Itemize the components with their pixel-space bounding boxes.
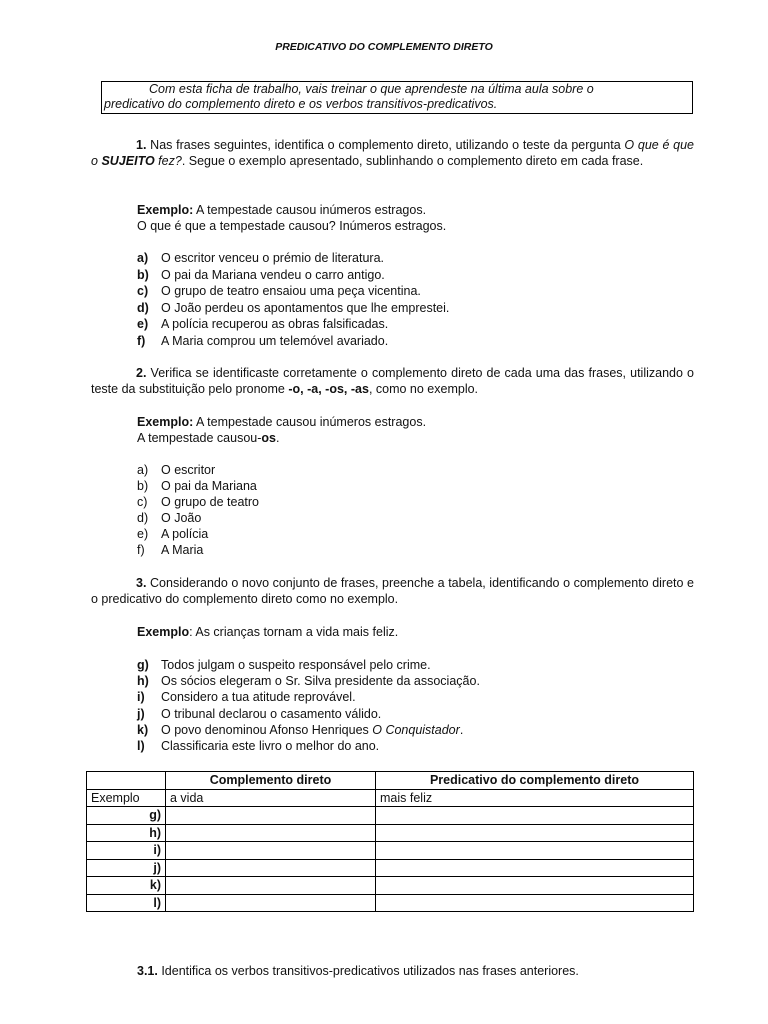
table-cell-input[interactable] (166, 877, 376, 895)
question-3-1-instruction: 3.1. Identifica os verbos transitivos-predicativos utilizados nas frases anteriores. (137, 964, 579, 978)
question-1-example-answer: O que é que a tempestade causou? Inúmeros estragos. (137, 219, 447, 233)
table-row (87, 824, 694, 842)
question-2-example-answer: A tempestade causou-os. (137, 431, 280, 445)
list-item: e) A polícia recuperou as obras falsificadas. (137, 317, 389, 331)
table-row (87, 807, 694, 825)
list-item: c) O grupo de teatro ensaiou uma peça vicentina. (137, 284, 421, 298)
table-row-label: k) (87, 877, 166, 895)
table-cell-input[interactable] (166, 842, 376, 860)
table-row-label: j) (87, 859, 166, 877)
list-item: a) O escritor (137, 463, 216, 477)
list-item: g) Todos julgam o suspeito responsável pelo crime. (137, 658, 431, 672)
list-item: b) O pai da Mariana vendeu o carro antigo. (137, 267, 385, 282)
list-item: d) O João (137, 511, 202, 525)
table-header-cell: Predicativo do complemento direto (376, 772, 694, 790)
question-3-instruction: 3. Considerando o novo conjunto de frases, preenche a tabela, identificando o complemento direto e o predicativo do complemento direto como no exemplo. (91, 576, 694, 607)
table-row-label: i) (87, 842, 166, 860)
table-cell-input[interactable] (376, 807, 694, 825)
table-cell: mais feliz (376, 789, 694, 807)
list-item: l) Classificaria este livro o melhor do ano. (137, 739, 380, 753)
intro-box (101, 81, 693, 114)
list-item: c) O grupo de teatro (137, 495, 259, 509)
table-cell-input[interactable] (166, 824, 376, 842)
intro-line-1: Com esta ficha de trabalho, vais treinar o que aprendeste na última aula sobre o (149, 82, 594, 96)
list-item: j) O tribunal declarou o casamento válido. (137, 706, 382, 721)
list-item: a) O escritor venceu o prémio de literatura. (137, 251, 385, 265)
table-cell-input[interactable] (166, 859, 376, 877)
table-row (87, 859, 694, 877)
table-cell-input[interactable] (376, 859, 694, 877)
question-2-number: 2. (136, 366, 147, 380)
table-cell-input[interactable] (376, 824, 694, 842)
table-cell-input[interactable] (166, 894, 376, 912)
table-row-label: g) (87, 807, 166, 825)
answer-table (86, 771, 694, 912)
list-item: f) A Maria comprou um telemóvel avariado. (137, 333, 389, 348)
table-header-cell (87, 772, 166, 790)
list-item: i) Considero a tua atitude reprovável. (137, 690, 356, 705)
list-item: f) A Maria (137, 543, 204, 557)
table-cell-input[interactable] (376, 877, 694, 895)
question-1-example: Exemplo: A tempestade causou inúmeros estragos. (137, 203, 427, 217)
table-cell: a vida (166, 789, 376, 807)
list-item: k) O povo denominou Afonso Henriques O Conquistador. (137, 722, 464, 737)
table-row (87, 842, 694, 860)
question-1-number: 1. (136, 138, 147, 152)
intro-line-2: predicativo do complemento direto e os verbos transitivos-predicativos. (104, 97, 498, 111)
table-cell: Exemplo (87, 789, 166, 807)
table-cell-input[interactable] (166, 807, 376, 825)
question-1-instruction: 1. Nas frases seguintes, identifica o complemento direto, utilizando o teste da pergunta O que é que o SUJEITO fez?. Segue o exemplo apresentado, sublinhando o complemento direto em cada frase. (91, 138, 694, 169)
table-row (87, 877, 694, 895)
page-title: PREDICATIVO DO COMPLEMENTO DIRETO (275, 41, 493, 53)
question-2-instruction: 2. Verifica se identificaste corretamente o complemento direto de cada uma das frases, utilizando o teste da substituição pelo pronome -o, -a, -os, -as, como no exemplo. (91, 366, 694, 397)
table-header-row (87, 772, 694, 790)
table-row (87, 789, 694, 807)
question-2-example: Exemplo: A tempestade causou inúmeros estragos. (137, 415, 427, 429)
table-row-label: l) (87, 894, 166, 912)
question-3-example: Exemplo: As crianças tornam a vida mais feliz. (137, 625, 399, 639)
list-item: h) Os sócios elegeram o Sr. Silva presidente da associação. (137, 674, 480, 689)
table-cell-input[interactable] (376, 842, 694, 860)
question-3-1-number: 3.1. (137, 964, 158, 978)
table-row-label: h) (87, 824, 166, 842)
table-cell-input[interactable] (376, 894, 694, 912)
question-3-number: 3. (136, 576, 147, 590)
list-item: e) A polícia (137, 527, 209, 541)
table-row (87, 894, 694, 912)
table-header-cell: Complemento direto (166, 772, 376, 790)
list-item: b) O pai da Mariana (137, 479, 257, 493)
list-item: d) O João perdeu os apontamentos que lhe emprestei. (137, 300, 450, 315)
